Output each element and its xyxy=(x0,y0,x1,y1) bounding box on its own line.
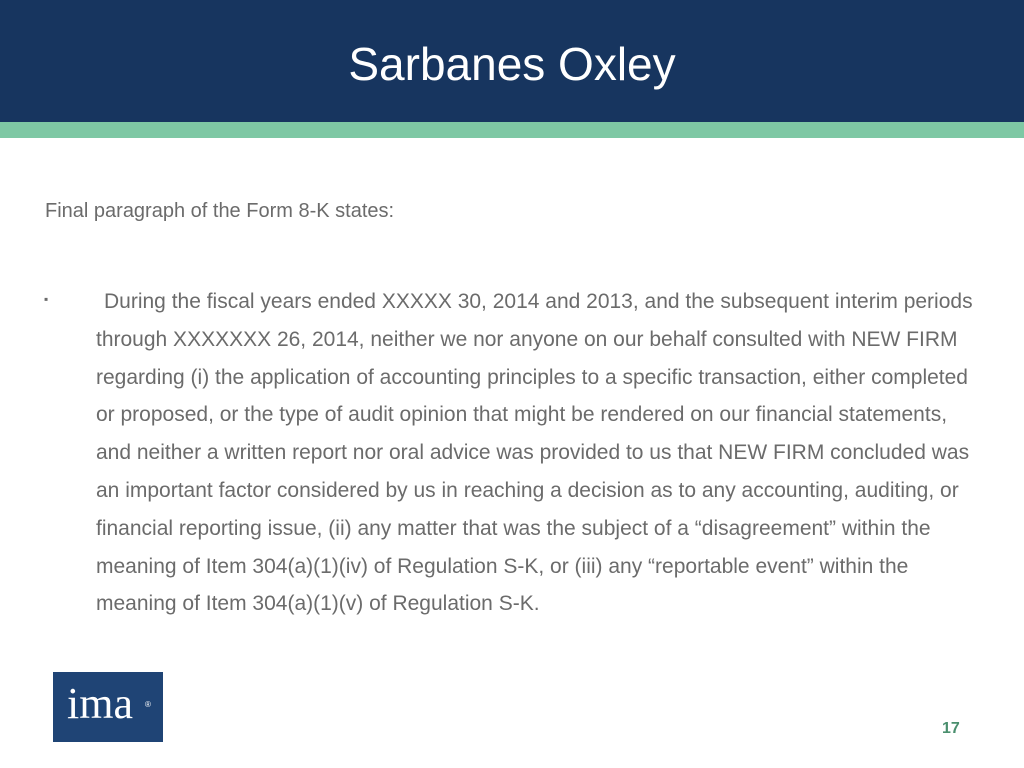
bullet-marker: ▪ xyxy=(44,292,49,306)
page-number: 17 xyxy=(942,720,960,737)
registered-mark: ® xyxy=(145,700,151,709)
slide-header xyxy=(0,0,1024,122)
accent-band xyxy=(0,122,1024,138)
bullet-paragraph: During the fiscal years ended XXXXX 30, 2014 and 2013, and the subsequent interim periods through XXXXXXX 26, 2014, neither we nor anyone on our behalf consulted with NEW FIRM regarding (i) the application of accounting principles to a specific transaction, either completed or proposed, or the type of audit opinion that might be rendered on our financial statements, and neither a written report nor oral advice was provided to us that NEW FIRM concluded was an important factor considered by us in reaching a decision as to any accounting, auditing, or financial reporting issue, (ii) any matter that was the subject of a “disagreement” within the meaning of Item 304(a)(1)(iv) of Regulation S-K, or (iii) any “reportable event” within the meaning of Item 304(a)(1)(v) of Regulation S-K. xyxy=(96,290,973,616)
intro-text: Final paragraph of the Form 8-K states: xyxy=(45,200,395,222)
logo-wordmark: ima xyxy=(67,679,133,728)
ima-logo xyxy=(53,672,163,742)
slide-title: Sarbanes Oxley xyxy=(348,38,676,90)
